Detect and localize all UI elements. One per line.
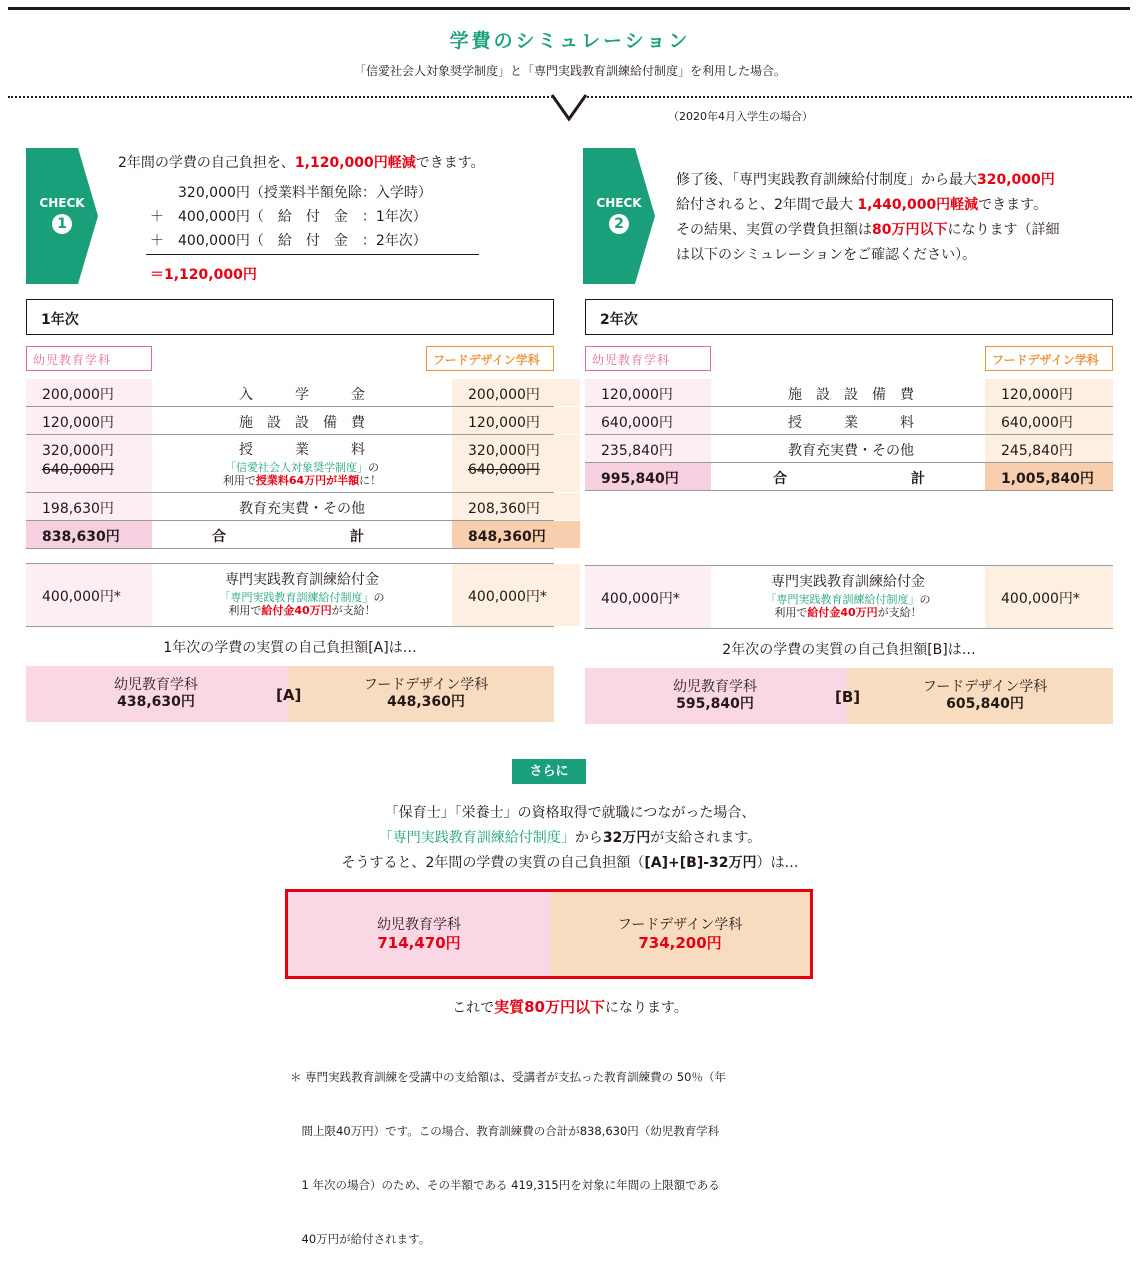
benefit-paid: が支給！ bbox=[331, 604, 376, 617]
year1-facility-left: 120,000円 bbox=[26, 407, 152, 434]
year1-misc-label: 教育充実費・その他 bbox=[239, 501, 365, 517]
scholarship-no: の bbox=[368, 461, 379, 474]
scholarship-name: 「信愛社会人対象奨学制度」 bbox=[225, 461, 368, 474]
year1-benefit-left: 400,000円* bbox=[26, 564, 152, 626]
year1-tuition-left-old: 640,000円 bbox=[42, 462, 114, 478]
conclusion-a: これで bbox=[452, 1000, 495, 1016]
year2-total-right: 1,005,840円 bbox=[985, 463, 1113, 490]
final-right-name: フードデザイン学科 bbox=[617, 917, 743, 933]
benefit-amount: 給付金40万円 bbox=[261, 604, 332, 617]
year1-summary-right-amount: 448,360円 bbox=[387, 694, 465, 710]
year2-tuition-label: 授 業 料 bbox=[788, 415, 914, 431]
benefit-no: の bbox=[919, 593, 931, 606]
check1-lead bbox=[118, 152, 485, 172]
footnote-line-2: 間上限40万円）です。この場合、教育訓練費の合計が838,630円（幼児教育学科 bbox=[290, 1124, 720, 1138]
calc-row-1: 320,000円（授業料半額免除：入学時） bbox=[150, 185, 432, 201]
check2-line3: その結果、実質の学費負担額は bbox=[676, 222, 872, 238]
year1-summary-left-amount: 438,630円 bbox=[117, 694, 195, 710]
conclusion-c: になります。 bbox=[604, 1000, 688, 1016]
benefit-use: 利用で bbox=[228, 604, 262, 617]
year1-heading: 1年次 bbox=[26, 299, 554, 335]
check2-line3-end: になります（詳細 bbox=[947, 222, 1060, 238]
year2-summary-right-amount: 605,840円 bbox=[946, 696, 1024, 712]
check2-badge bbox=[583, 148, 655, 284]
year1-row-admission bbox=[26, 379, 554, 407]
year2-summary-bracket: [B] bbox=[835, 688, 861, 706]
year1-benefit-right: 400,000円* bbox=[452, 564, 580, 626]
year2-benefit-right: 400,000円* bbox=[985, 566, 1113, 628]
year2-row-benefit bbox=[585, 565, 1113, 629]
furthermore-formula: [A]+[B]-32万円 bbox=[644, 855, 757, 871]
year2-misc-right: 245,840円 bbox=[985, 435, 1113, 462]
year2-facility-right: 120,000円 bbox=[985, 379, 1113, 406]
furthermore-text bbox=[0, 801, 1140, 876]
year1-benefit-title: 専門実践教育訓練給付金 bbox=[225, 572, 379, 588]
footnote bbox=[290, 1032, 726, 1266]
year1-total-left: 838,630円 bbox=[26, 521, 152, 548]
calc-row-3: ＋ 400,000円（ 給 付 金 ：2年次） bbox=[150, 233, 427, 249]
check1-lead-a: 2年間の学費の自己負担を、 bbox=[118, 155, 295, 171]
year1-tuition-right-new: 320,000円 bbox=[468, 443, 540, 459]
year2-facility-label: 施 設 設 備 費 bbox=[788, 387, 914, 403]
year1-admission-left: 200,000円 bbox=[26, 379, 152, 406]
year2-heading: 2年次 bbox=[585, 299, 1113, 335]
footnote-line-3: 1 年次の場合）のため、その半額である 419,315円を対象に年間の上限額である bbox=[290, 1178, 720, 1192]
year1-summary-left bbox=[56, 677, 256, 711]
year2-tag-childcare: 幼児教育学科 bbox=[585, 346, 711, 371]
benefit-program-name: 「専門実践教育訓練給付制度」 bbox=[219, 591, 374, 604]
divider-notch-icon bbox=[549, 94, 589, 124]
benefit-no: の bbox=[373, 591, 385, 604]
check1-lead-c: できます。 bbox=[415, 155, 485, 171]
year1-benefit-center bbox=[152, 564, 452, 626]
year1-tag-childcare: 幼児教育学科 bbox=[26, 346, 152, 371]
year-note: （2020年4月入学生の場合） bbox=[668, 110, 813, 123]
year1-misc-right: 208,360円 bbox=[452, 493, 580, 520]
calc-total: ＝1,120,000円 bbox=[150, 267, 257, 283]
benefit-program-name: 「専門実践教育訓練給付制度」 bbox=[765, 593, 920, 606]
year1-facility-right: 120,000円 bbox=[452, 407, 580, 434]
furthermore-line3: そうすると、2年間の学費の実質の自己負担額（ bbox=[341, 855, 645, 871]
year2-tag-food: フードデザイン学科 bbox=[985, 346, 1113, 371]
year1-tuition-left bbox=[26, 435, 152, 492]
year1-row-tuition bbox=[26, 435, 554, 493]
year1-total-right: 848,360円 bbox=[452, 521, 580, 548]
benefit-use: 利用で bbox=[774, 606, 808, 619]
year1-admission-right: 200,000円 bbox=[452, 379, 580, 406]
year2-summary-box bbox=[585, 668, 1113, 724]
furthermore-line3-end: ）は… bbox=[756, 855, 799, 871]
page-title: 学費のシミュレーション bbox=[449, 30, 691, 52]
check2-limit: 80万円以下 bbox=[872, 222, 948, 238]
year1-tuition-left-new: 320,000円 bbox=[42, 443, 114, 459]
year2-benefit-left: 400,000円* bbox=[585, 566, 711, 628]
footnote-line-4: 40万円が給付されます。 bbox=[290, 1232, 431, 1246]
year1-row-benefit bbox=[26, 563, 554, 627]
page-subtitle: 「信愛社会人対象奨学制度」と「専門実践教育訓練給付制度」を利用した場合。 bbox=[353, 64, 786, 78]
check1-badge bbox=[26, 148, 98, 284]
check1-lead-highlight: 1,120,000円軽減 bbox=[294, 155, 416, 171]
final-left-name: 幼児教育学科 bbox=[377, 917, 461, 933]
year2-misc-label: 教育充実費・その他 bbox=[788, 443, 914, 459]
furthermore-line2-end: が支給されます。 bbox=[650, 830, 762, 846]
footnote-line-1: ＊ 専門実践教育訓練を受講中の支給額は、受講者が支払った教育訓練費の 50％（年 bbox=[290, 1070, 726, 1084]
year2-benefit-center bbox=[711, 566, 985, 628]
furthermore-badge: さらに bbox=[512, 759, 586, 784]
final-left-amount: 714,470円 bbox=[377, 934, 461, 952]
check2-reduction: 1,440,000円軽減 bbox=[857, 197, 979, 213]
year1-tuition-right-old: 640,000円 bbox=[468, 462, 540, 478]
year2-row-facility bbox=[585, 379, 1113, 407]
year2-total-label-a: 合 bbox=[773, 471, 787, 487]
furthermore-line1: 「保育士」「栄養士」の資格取得で就職につながった場合、 bbox=[384, 805, 756, 821]
final-left bbox=[288, 916, 550, 952]
benefit-paid: が支給！ bbox=[877, 606, 922, 619]
check2-line2: 給付されると、2年間で最大 bbox=[676, 197, 858, 213]
final-right-amount: 734,200円 bbox=[638, 934, 722, 952]
scholarship-ni: に！ bbox=[359, 474, 382, 487]
year1-summary-caption: 1年次の学費の実質の自己負担額[A]は… bbox=[163, 640, 417, 656]
year1-misc-left: 198,630円 bbox=[26, 493, 152, 520]
year1-tag-food: フードデザイン学科 bbox=[426, 346, 554, 371]
year1-total-label-a: 合 bbox=[212, 529, 226, 545]
scholarship-use: 利用で bbox=[222, 474, 256, 487]
calc-row-2: ＋ 400,000円（ 給 付 金 ：1年次） bbox=[150, 209, 427, 225]
benefit-amount: 給付金40万円 bbox=[807, 606, 878, 619]
scholarship-effect: 授業料64万円が半額 bbox=[255, 474, 360, 487]
final-result-box bbox=[285, 889, 813, 979]
year1-summary-right bbox=[316, 677, 536, 711]
conclusion bbox=[0, 996, 1140, 1017]
year1-tuition-center bbox=[152, 435, 452, 492]
year1-row-total bbox=[26, 521, 554, 549]
top-rule bbox=[8, 7, 1130, 10]
year1-total-label-b: 計 bbox=[350, 529, 364, 545]
year1-summary-bracket: [A] bbox=[276, 686, 302, 704]
conclusion-highlight: 実質80万円以下 bbox=[494, 998, 605, 1016]
check1-number: 1 bbox=[52, 214, 72, 234]
year2-facility-left: 120,000円 bbox=[585, 379, 711, 406]
furthermore-kara: から bbox=[574, 830, 603, 846]
check2-text bbox=[676, 168, 1126, 268]
final-right bbox=[550, 916, 810, 952]
year2-summary-right bbox=[875, 679, 1095, 713]
year2-total-left: 995,840円 bbox=[585, 463, 711, 490]
check2-line1: 修了後、「専門実践教育訓練給付制度」から最大 bbox=[676, 172, 977, 188]
year1-facility-label: 施 設 設 備 費 bbox=[239, 415, 365, 431]
year2-row-misc bbox=[585, 435, 1113, 463]
year1-tuition-label: 授 業 料 bbox=[239, 442, 365, 458]
year2-summary-caption: 2年次の学費の実質の自己負担額[B]は… bbox=[722, 642, 976, 658]
year1-row-misc bbox=[26, 493, 554, 521]
year2-tuition-right: 640,000円 bbox=[985, 407, 1113, 434]
check2-number: 2 bbox=[609, 214, 629, 234]
year1-admission-label: 入 学 金 bbox=[239, 387, 365, 403]
check2-amount: 320,000円 bbox=[977, 172, 1055, 188]
year2-row-total bbox=[585, 463, 1113, 491]
year1-summary-left-name: 幼児教育学科 bbox=[114, 677, 198, 693]
year2-benefit-title: 専門実践教育訓練給付金 bbox=[771, 574, 925, 590]
furthermore-program: 「専門実践教育訓練給付制度」 bbox=[378, 830, 575, 846]
check2-line2-end: できます。 bbox=[978, 197, 1048, 213]
year1-row-facility bbox=[26, 407, 554, 435]
year1-tuition-right bbox=[452, 435, 580, 492]
year2-summary-left bbox=[615, 679, 815, 713]
check1-label: CHECK bbox=[39, 196, 85, 210]
check2-label: CHECK bbox=[596, 196, 642, 210]
furthermore-amount: 32万円 bbox=[602, 830, 651, 846]
calc-sum-line bbox=[146, 254, 479, 255]
year2-row-tuition bbox=[585, 407, 1113, 435]
year2-misc-left: 235,840円 bbox=[585, 435, 711, 462]
year2-summary-left-name: 幼児教育学科 bbox=[673, 679, 757, 695]
year2-summary-left-amount: 595,840円 bbox=[676, 696, 754, 712]
check2-line4: は以下のシミュレーションをご確認ください）。 bbox=[676, 247, 977, 263]
year1-summary-box bbox=[26, 666, 554, 722]
year2-summary-right-name: フードデザイン学科 bbox=[922, 679, 1048, 695]
year2-total-label-b: 計 bbox=[911, 471, 925, 487]
year1-summary-right-name: フードデザイン学科 bbox=[363, 677, 489, 693]
year2-tuition-left: 640,000円 bbox=[585, 407, 711, 434]
